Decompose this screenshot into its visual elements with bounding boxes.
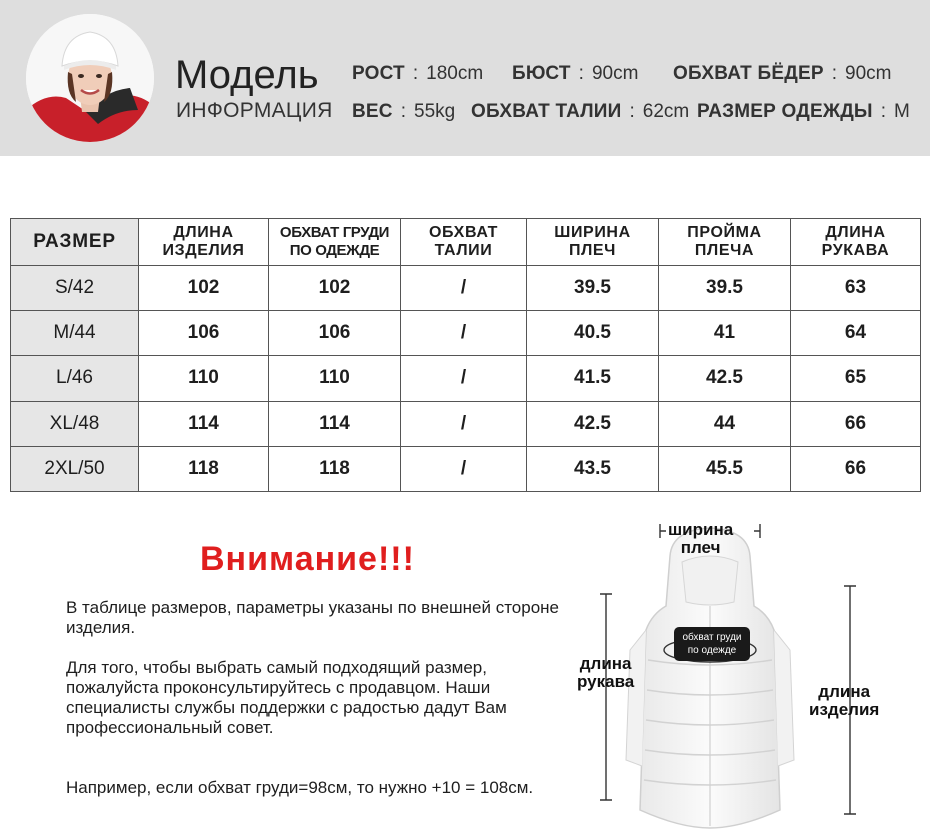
table-cell: 39.5 — [659, 266, 791, 311]
size-cell: S/42 — [11, 266, 139, 311]
table-cell: 114 — [139, 401, 269, 446]
param-label: ОБХВАТ БЁДЕР — [673, 63, 824, 84]
table-row — [11, 311, 921, 356]
param-label: ВЕС — [352, 101, 393, 122]
table-cell: 39.5 — [527, 266, 659, 311]
table-cell: 110 — [269, 356, 401, 401]
attention-title: Внимание!!! — [200, 540, 415, 578]
size-cell: L/46 — [11, 356, 139, 401]
label-shoulder-width: ширина плеч — [668, 520, 734, 557]
note-paragraph-2: Для того, чтобы выбрать самый подходящий размер, пожалуйста проконсультируйтесь с продавцом. Наши специалисты службы поддержки с радостью дадут Вам профессиональный совет. — [66, 658, 507, 737]
note-paragraph-1: В таблице размеров, параметры указаны по внешней стороне изделия. — [66, 598, 560, 637]
table-cell: / — [401, 446, 527, 491]
label-item-length: длина изделия — [809, 682, 880, 719]
param-label: РАЗМЕР ОДЕЖДЫ — [697, 101, 873, 122]
param-weight: ВЕС : 55kg — [352, 101, 456, 122]
header-shoulder-width: ШИРИНА ПЛЕЧ — [527, 219, 659, 266]
table-header-row — [11, 219, 921, 266]
param-bust: БЮСТ : 90cm — [512, 63, 639, 84]
table-cell: / — [401, 356, 527, 401]
model-avatar — [26, 14, 154, 142]
param-waist: ОБХВАТ ТАЛИИ : 62cm — [471, 101, 690, 122]
table-cell: 43.5 — [527, 446, 659, 491]
table-cell: 45.5 — [659, 446, 791, 491]
table-cell: 42.5 — [659, 356, 791, 401]
table-row — [11, 401, 921, 446]
table-row — [11, 356, 921, 401]
header-waist: ОБХВАТ ТАЛИИ — [401, 219, 527, 266]
size-cell: XL/48 — [11, 401, 139, 446]
table-cell: 41.5 — [527, 356, 659, 401]
table-cell: 44 — [659, 401, 791, 446]
size-cell: 2XL/50 — [11, 446, 139, 491]
table-cell: 114 — [269, 401, 401, 446]
header-armhole: ПРОЙМА ПЛЕЧА — [659, 219, 791, 266]
param-height: РОСТ : 180cm — [352, 63, 484, 84]
size-table — [10, 218, 921, 492]
param-value: 180cm — [426, 63, 484, 84]
table-cell: 63 — [791, 266, 921, 311]
table-cell: 106 — [139, 311, 269, 356]
param-value: 90cm — [591, 63, 639, 84]
param-label: БЮСТ — [512, 63, 571, 84]
param-value: 55kg — [414, 101, 456, 122]
table-cell: 102 — [269, 266, 401, 311]
param-value: 90cm — [845, 63, 892, 84]
table-cell: / — [401, 311, 527, 356]
param-label: РОСТ — [352, 63, 405, 84]
table-cell: 102 — [139, 266, 269, 311]
note-paragraph-3: Например, если обхват груди=98см, то нужно +10 = 108см. — [66, 778, 534, 797]
param-value: 62cm — [642, 101, 690, 122]
param-value: M — [894, 101, 910, 122]
table-cell: / — [401, 266, 527, 311]
model-title: Модель — [175, 53, 319, 97]
param-clothing-size: РАЗМЕР ОДЕЖДЫ : M — [697, 101, 910, 122]
table-cell: 41 — [659, 311, 791, 356]
table-cell: 42.5 — [527, 401, 659, 446]
table-cell: / — [401, 401, 527, 446]
param-hips: ОБХВАТ БЁДЕР : 90cm — [673, 63, 892, 84]
table-cell: 110 — [139, 356, 269, 401]
model-subtitle: ИНФОРМАЦИЯ — [176, 99, 333, 122]
model-portrait-icon — [26, 14, 154, 142]
model-info-header — [0, 0, 930, 156]
header-sleeve-length: ДЛИНА РУКАВА — [791, 219, 921, 266]
size-cell: M/44 — [11, 311, 139, 356]
table-cell: 40.5 — [527, 311, 659, 356]
table-cell: 65 — [791, 356, 921, 401]
table-row — [11, 266, 921, 311]
table-cell: 118 — [139, 446, 269, 491]
param-label: ОБХВАТ ТАЛИИ — [471, 101, 622, 122]
label-chest-girth: обхват груди по одежде — [674, 627, 750, 661]
table-cell: 106 — [269, 311, 401, 356]
table-row — [11, 446, 921, 491]
coat-illustration-icon — [626, 528, 794, 828]
table-cell: 118 — [269, 446, 401, 491]
header-size: РАЗМЕР — [11, 219, 139, 266]
table-cell: 64 — [791, 311, 921, 356]
label-sleeve-length: длина рукава — [577, 654, 635, 691]
header-chest: ОБХВАТ ГРУДИ ПО ОДЕЖДЕ — [269, 219, 401, 266]
table-cell: 66 — [791, 401, 921, 446]
table-cell: 66 — [791, 446, 921, 491]
header-length: ДЛИНА ИЗДЕЛИЯ — [139, 219, 269, 266]
